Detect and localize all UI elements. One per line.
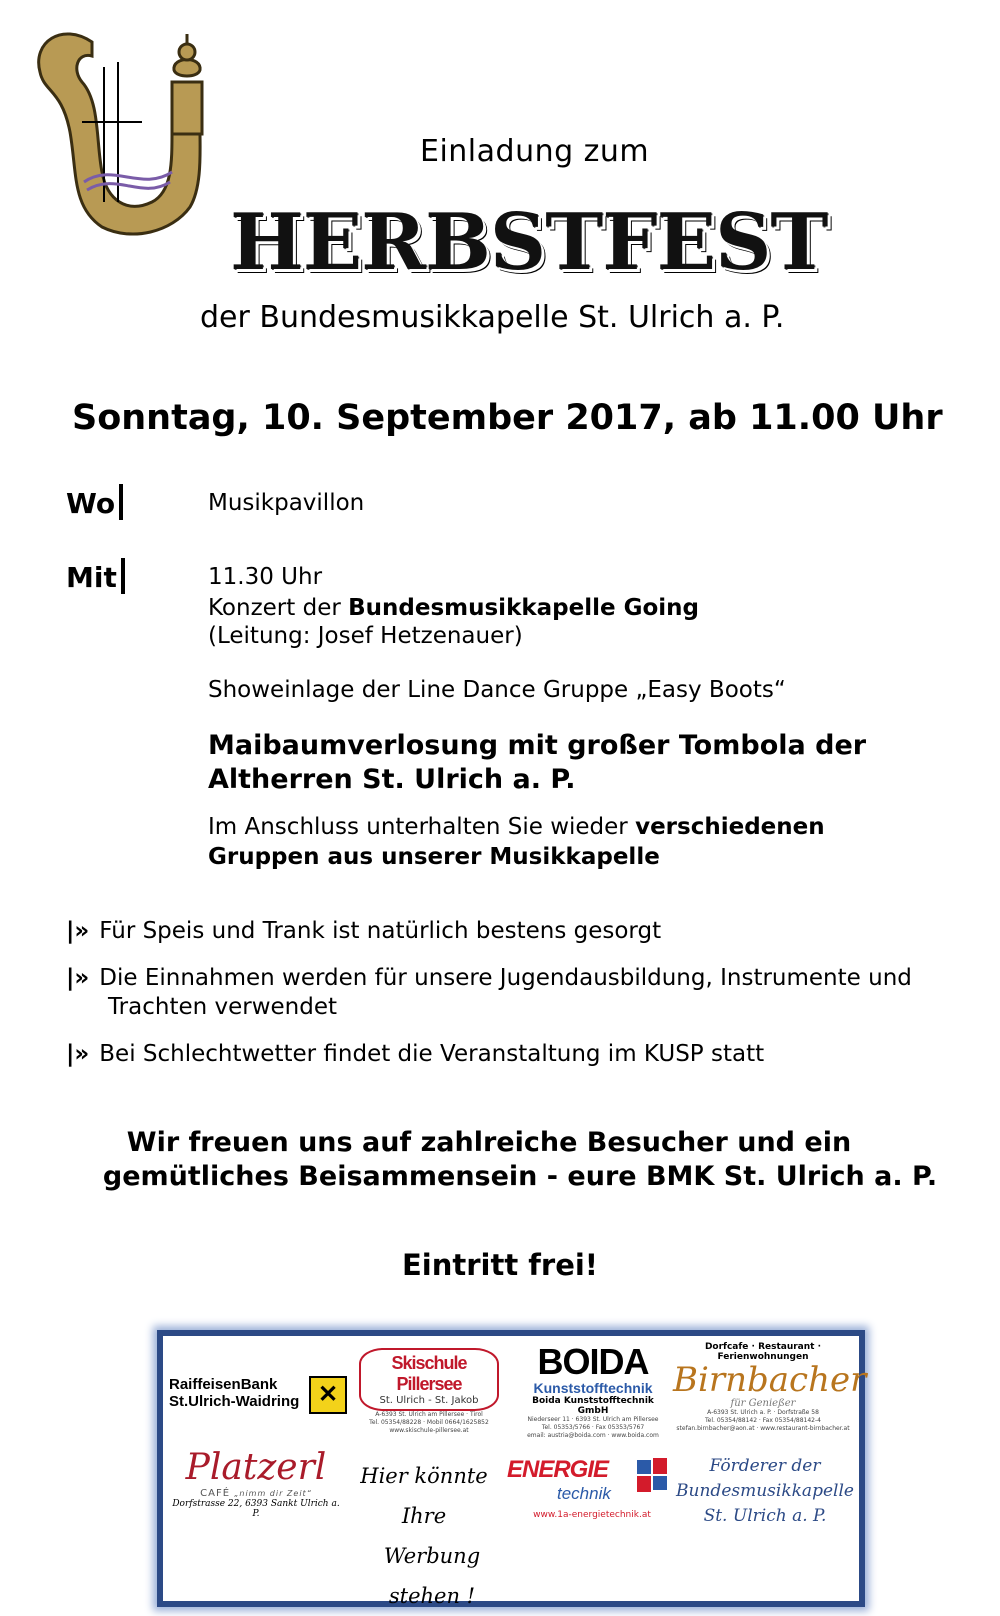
sponsor-raiffeisen xyxy=(169,1376,345,1410)
where-label-text: Wo xyxy=(66,487,116,520)
concert-prefix: Konzert der xyxy=(208,595,341,621)
foerderer-line2: Bundesmusikkapelle xyxy=(676,1481,854,1501)
energietechnik-logo-icon xyxy=(635,1456,671,1496)
with-label xyxy=(66,558,125,594)
where-label xyxy=(66,484,123,520)
sponsor-box xyxy=(157,1330,865,1607)
boida-addr: Niederseer 11 · 6393 St. Ulrich am Pillersee xyxy=(527,1416,659,1423)
concert-band: Bundesmusikkapelle Going xyxy=(348,595,700,621)
boida-sub2: Boida Kunststofftechnik GmbH xyxy=(532,1396,654,1416)
energie-url: www.1a-energietechnik.at xyxy=(533,1510,651,1520)
platzerl-name: Platzerl xyxy=(185,1447,327,1488)
birnbacher-sub: für Genießer xyxy=(730,1398,796,1409)
raffle-line2: Altherren St. Ulrich a. P. xyxy=(208,764,576,795)
sponsor-skischule xyxy=(359,1348,499,1435)
boida-web: email: austria@boida.com · www.boida.com xyxy=(527,1432,659,1439)
event-date: Sonntag, 10. September 2017, ab 11.00 Uhr xyxy=(72,398,943,438)
after-bold1: verschiedenen xyxy=(635,814,825,840)
skischule-addr: A-6393 St. Ulrich am Pillersee · Tirol xyxy=(375,1411,483,1418)
birnbacher-tel: Tel. 05354/88142 · Fax 05354/88142-4 xyxy=(705,1417,821,1424)
closing-line1: Wir freuen uns auf zahlreiche Besucher und ein xyxy=(126,1127,852,1158)
sponsor-platzerl xyxy=(171,1448,341,1519)
boida-name: BOIDA xyxy=(537,1341,649,1382)
divider-bar xyxy=(119,484,123,520)
concert-time: 11.30 Uhr xyxy=(208,564,323,590)
ad-line1: Hier könnte Ihre xyxy=(360,1464,488,1528)
boida-tel: Tel. 05353/5766 · Fax 05353/5767 xyxy=(541,1424,645,1431)
foerderer-line3: St. Ulrich a. P. xyxy=(703,1506,827,1526)
birnbacher-name: Birnbacher xyxy=(673,1360,867,1400)
bullet-item xyxy=(66,964,912,1022)
with-label-text: Mit xyxy=(66,561,117,594)
closing-text xyxy=(0,1126,1000,1194)
sponsor-foerderer xyxy=(675,1454,855,1529)
raffle-text xyxy=(208,729,866,797)
energie-sub: technik xyxy=(557,1484,611,1503)
event-title: HERBSTFEST xyxy=(230,197,828,288)
boida-sub: Kunststofftechnik xyxy=(533,1380,653,1396)
bullet-item xyxy=(66,1040,764,1069)
skischule-sub: St. Ulrich - St. Jakob xyxy=(379,1395,479,1406)
conductor-line: (Leitung: Josef Hetzenauer) xyxy=(208,623,523,649)
sponsor-birnbacher xyxy=(673,1342,867,1433)
intro-text: Einladung zum xyxy=(420,134,650,169)
concert-line xyxy=(208,595,699,621)
divider-bar xyxy=(121,558,125,594)
birnbacher-addr: A-6393 St. Ulrich a. P. · Dorfstraße 58 xyxy=(707,1409,819,1416)
bullet-item xyxy=(66,917,661,946)
organizer-text: der Bundesmusikkapelle St. Ulrich a. P. xyxy=(200,300,785,335)
platzerl-cafe: CAFÉ xyxy=(200,1488,231,1499)
sponsor-placeholder-ad xyxy=(349,1456,499,1616)
raiffeisen-line2: St.Ulrich-Waidring xyxy=(169,1393,300,1410)
skischule-logo xyxy=(359,1348,499,1411)
sponsor-boida xyxy=(523,1341,663,1440)
skischule-tel: Tel. 05354/88228 · Mobil 0664/1625852 xyxy=(369,1419,489,1426)
bullet-marker: |» xyxy=(66,965,90,991)
where-value: Musikpavillon xyxy=(208,490,365,516)
after-line2: Gruppen aus unserer Musikkapelle xyxy=(208,844,660,870)
energie-name: ENERGIE xyxy=(507,1456,609,1483)
ad-line2: Werbung stehen ! xyxy=(383,1544,481,1608)
raiffeisen-gable-icon: ✕ xyxy=(309,1376,347,1414)
platzerl-sub xyxy=(171,1488,341,1499)
skischule-name: Skischule Pillersee xyxy=(391,1353,467,1394)
birnbacher-top: Dorfcafe · Restaurant · Ferienwohnungen xyxy=(704,1342,822,1362)
sponsor-energietechnik xyxy=(507,1456,677,1520)
foerderer-line1: Förderer der xyxy=(709,1456,821,1476)
bullet-marker: |» xyxy=(66,1041,90,1067)
platzerl-addr: Dorfstrasse 22, 6393 Sankt Ulrich a. P. xyxy=(172,1499,340,1519)
lyre-logo-icon xyxy=(22,22,212,237)
free-entry: Eintritt frei! xyxy=(401,1248,599,1282)
raffle-line1: Maibaumverlosung mit großer Tombola der xyxy=(208,730,867,761)
after-line1 xyxy=(208,814,825,840)
raiffeisen-line1: RaiffeisenBank xyxy=(169,1376,278,1393)
show-line: Showeinlage der Line Dance Gruppe „Easy Boots“ xyxy=(208,677,786,703)
platzerl-slogan: „nimm dir Zeit“ xyxy=(234,1489,312,1498)
bullet-text: Bei Schlechtwetter findet die Veranstaltung im KUSP statt xyxy=(99,1041,765,1067)
bullet-marker: |» xyxy=(66,918,90,944)
birnbacher-mail: stefan.birnbacher@aon.at · www.restaurant-birnbacher.at xyxy=(676,1425,850,1432)
bullet-text: Für Speis und Trank ist natürlich bestens gesorgt xyxy=(99,918,662,944)
closing-line2: gemütliches Beisammensein - eure BMK St. Ulrich a. P. xyxy=(102,1161,938,1192)
skischule-web: www.skischule-pillersee.at xyxy=(389,1427,469,1434)
bullet-text-continued: Trachten verwendet xyxy=(108,994,338,1020)
after-prefix: Im Anschluss unterhalten Sie wieder xyxy=(208,814,628,840)
bullet-text: Die Einnahmen werden für unsere Jugendausbildung, Instrumente und xyxy=(99,965,912,991)
